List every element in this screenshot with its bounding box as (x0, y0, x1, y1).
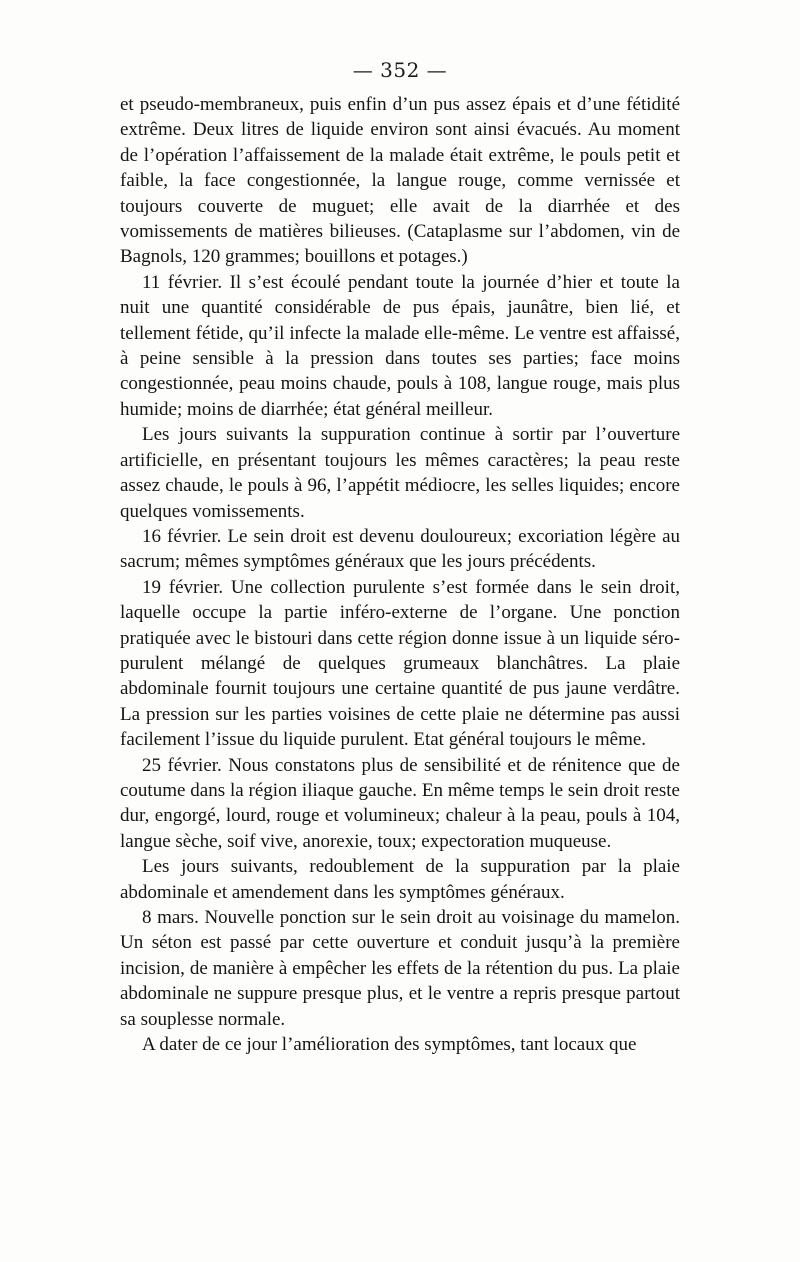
paragraph: A dater de ce jour l’amélioration des symptômes, tant locaux que (142, 1034, 637, 1056)
paragraph: 25 février. Nous constatons plus de sensibilité et de rénitence que de coutume dans la région iliaque gauche. En même temps le sein droit reste dur, engorgé, lourd, rouge et volumineux; chaleur à la peau, pouls à 104, langue sèche, soif vive, anorexie, toux; expectoration muqueuse. (120, 754, 680, 852)
body-text (120, 92, 680, 1057)
paragraph: 19 février. Une collection purulente s’est formée dans le sein droit, laquelle occupe la partie inféro-externe de l’organe. Une ponction pratiquée avec le bistouri dans cette région donne issue à un liquide séro-purulent mélangé de quelques grumeaux blanchâtres. La plaie abdominale fournit toujours une certaine quantité de pus jaune verdâtre. La pression sur les parties voisines de cette plaie ne détermine pas aussi facilement l’issue du liquide purulent. Etat général toujours le même. (120, 576, 680, 751)
paragraph: 8 mars. Nouvelle ponction sur le sein droit au voisinage du mamelon. Un séton est passé par cette ouverture et conduit jusqu’à la première incision, de manière à empêcher les effets de la rétention du pus. La plaie abdominale ne suppure presque plus, et le ventre a repris presque partout sa souplesse normale. (120, 907, 680, 1030)
paragraph: et pseudo-membraneux, puis enfin d’un pus assez épais et d’une fétidité extrême. Deux litres de liquide environ sont ainsi évacués. Au moment de l’opération l’affaissement de la malade était extrême, le pouls petit et faible, la face congestionnée, la langue rouge, comme vernissée et toujours couverte de muguet; elle avait de la diarrhée et des vomissements de matières bilieuses. (Cataplasme sur l’abdomen, vin de Bagnols, 120 grammes; bouillons et potages.) (120, 94, 680, 268)
paragraph: 16 février. Le sein droit est devenu douloureux; excoriation légère au sacrum; mêmes symptômes généraux que les jours précédents. (120, 525, 680, 573)
page-number: — 352 — (352, 58, 448, 82)
paragraph: 11 février. Il s’est écoulé pendant toute la journée d’hier et toute la nuit une quantité considérable de pus épais, jaunâtre, bien lié, et tellement fétide, qu’il infecte la malade elle-même. Le ventre est affaissé, à peine sensible à la pression dans toutes ses parties; face moins congestionnée, peau moins chaude, pouls à 108, langue rouge, mais plus humide; moins de diarrhée; état général meilleur. (120, 271, 680, 420)
paragraph: Les jours suivants la suppuration continue à sortir par l’ouverture artificielle, en présentant toujours les mêmes caractères; la peau reste assez chaude, le pouls à 96, l’appétit médiocre, les selles liquides; encore quelques vomissements. (120, 424, 680, 522)
paragraph: Les jours suivants, redoublement de la suppuration par la plaie abdominale et amendement dans les symptômes généraux. (120, 856, 680, 903)
